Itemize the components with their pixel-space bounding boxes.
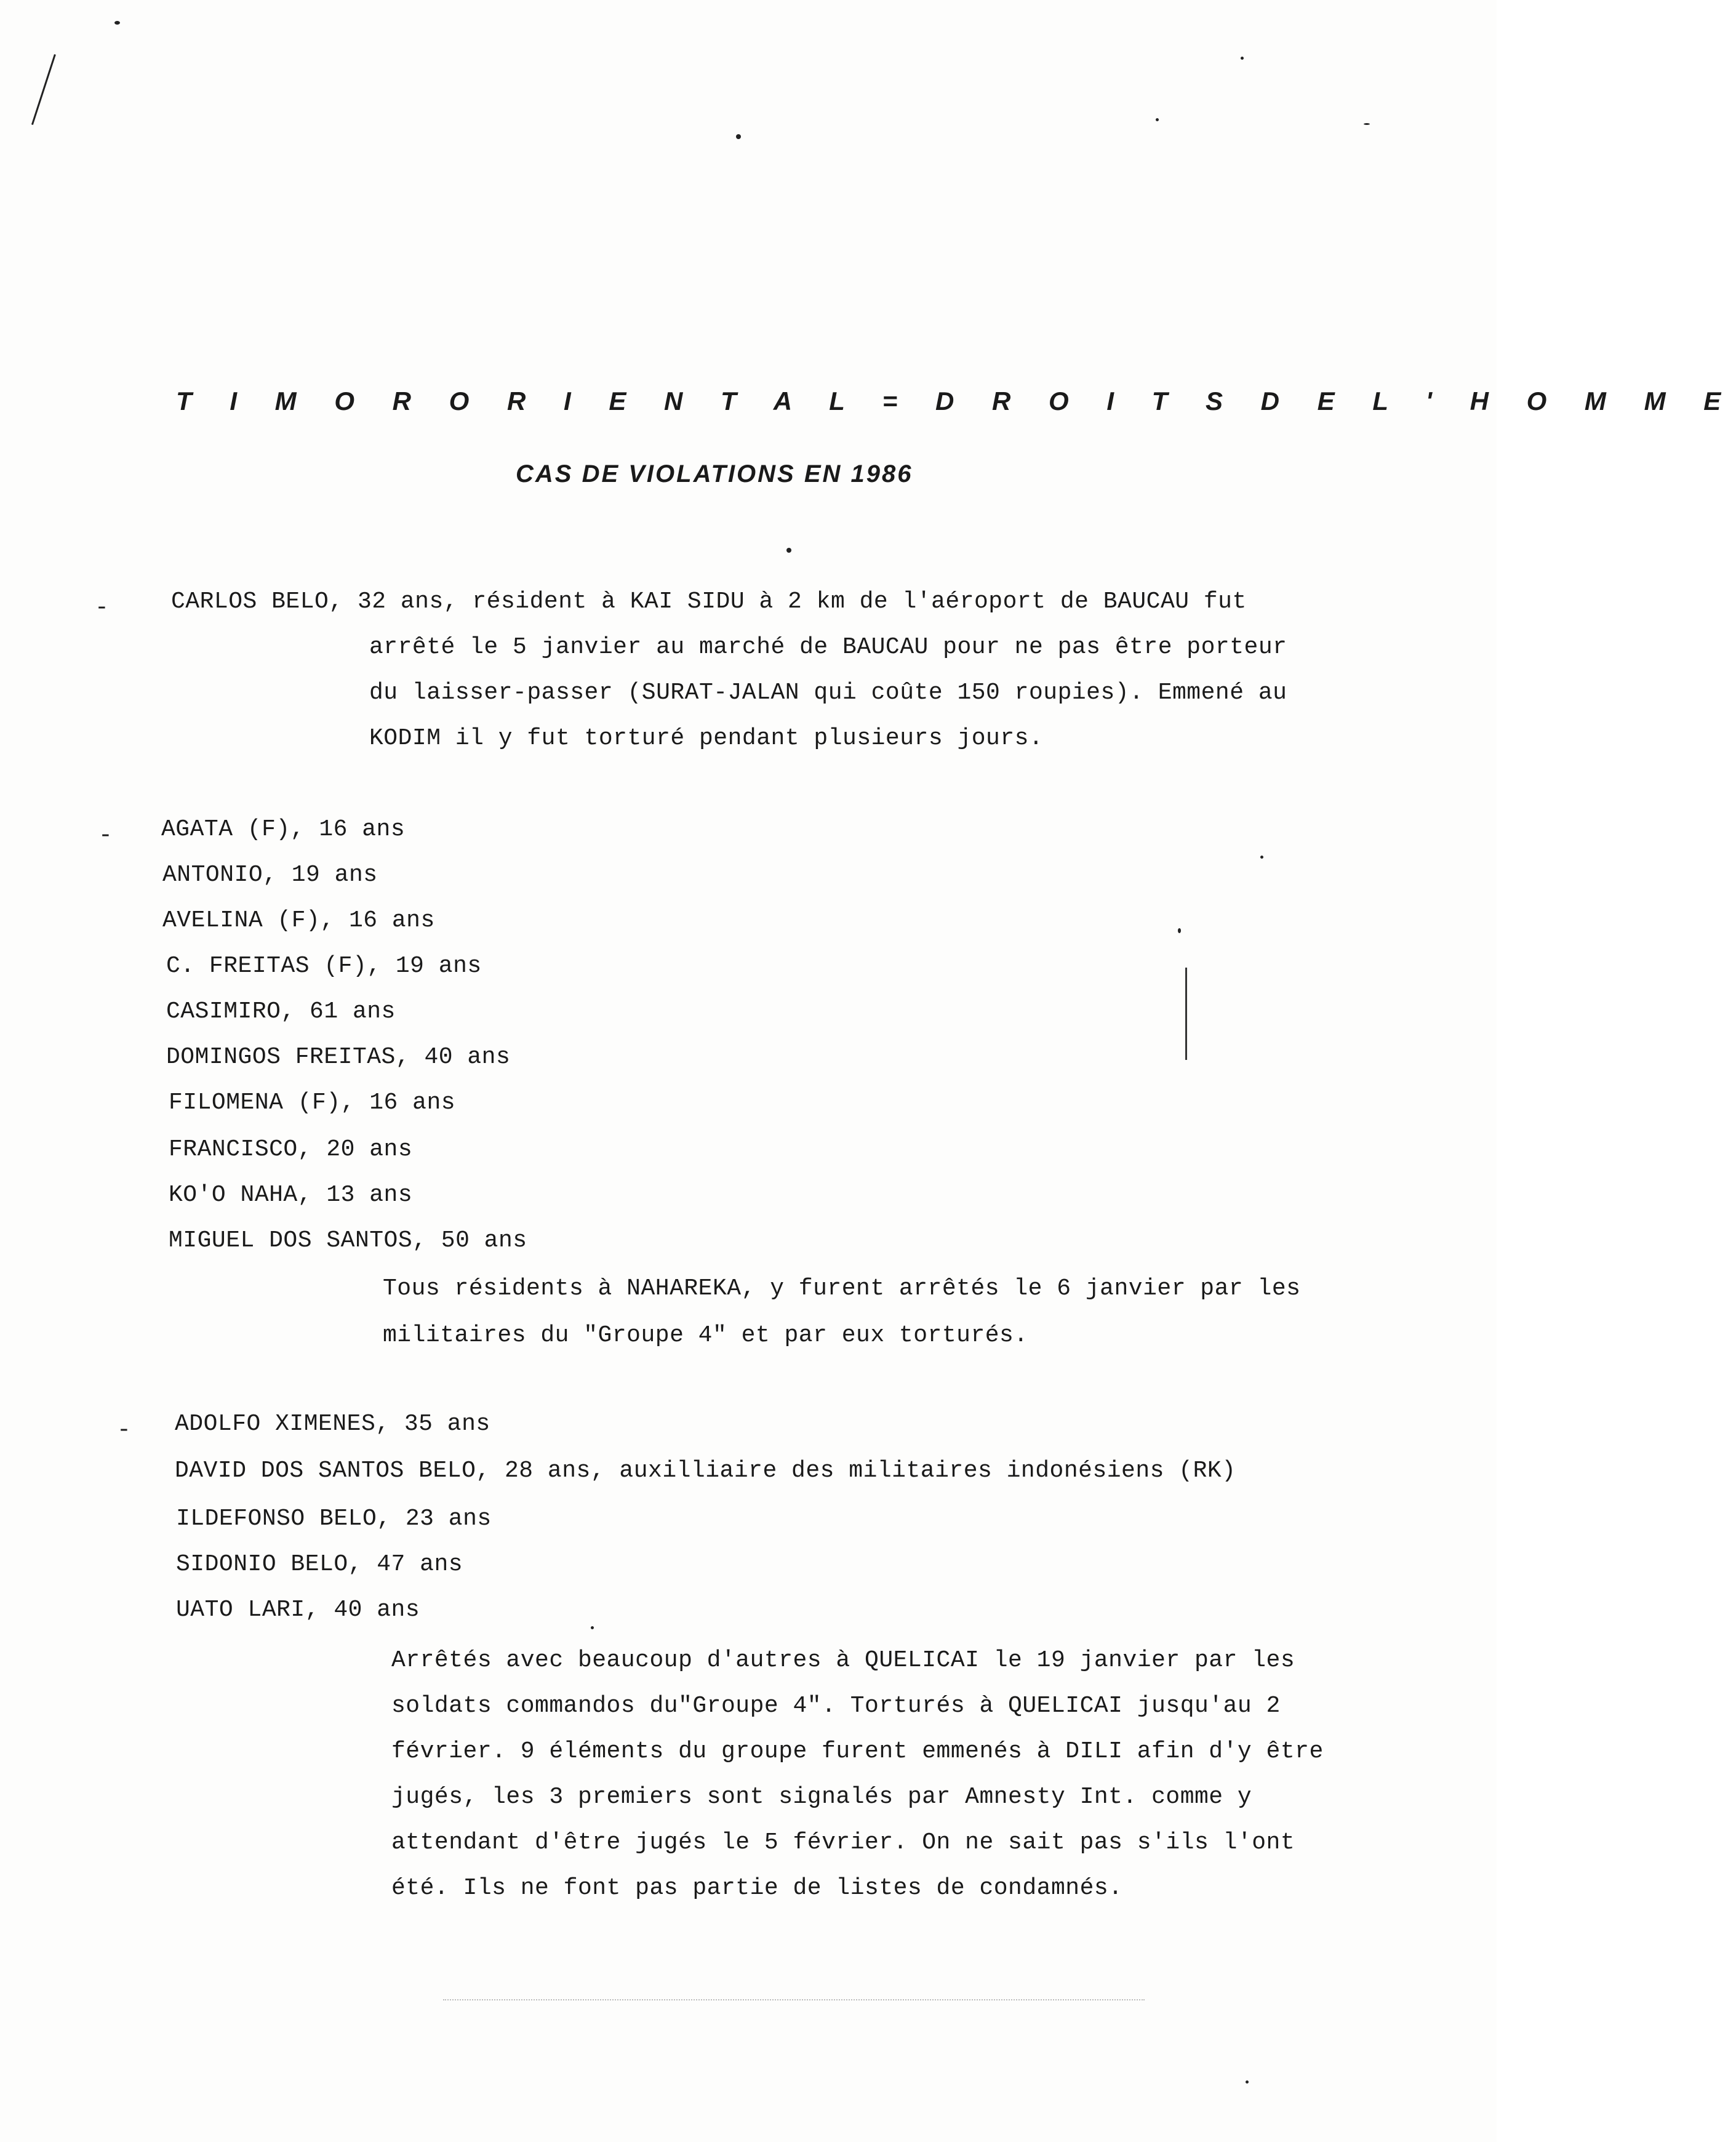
- person-entry: KO'O NAHA, 13 ans: [169, 1182, 413, 1208]
- person-entry: C. FREITAS (F), 19 ans: [166, 953, 482, 979]
- scan-speck: [786, 548, 791, 553]
- scan-speck: [114, 21, 120, 25]
- person-entry: AVELINA (F), 16 ans: [162, 907, 435, 934]
- section1-line: CARLOS BELO, 32 ans, résident à KAI SIDU à 2 km de l'aéroport de BAUCAU fut: [171, 588, 1247, 615]
- person-entry: DAVID DOS SANTOS BELO, 28 ans, auxilliaire des militaires indonésiens (RK): [175, 1458, 1236, 1484]
- scan-speck: [1246, 2080, 1249, 2084]
- person-entry: AGATA (F), 16 ans: [161, 816, 406, 843]
- person-entry: FRANCISCO, 20 ans: [169, 1136, 413, 1163]
- person-entry: SIDONIO BELO, 47 ans: [176, 1551, 463, 1578]
- section3-note-line: attendant d'être jugés le 5 février. On ne sait pas s'ils l'ont: [391, 1829, 1295, 1856]
- section3-note-line: février. 9 éléments du groupe furent emmenés à DILI afin d'y être: [391, 1738, 1324, 1765]
- list-bullet-dash: -: [117, 1417, 131, 1443]
- person-entry: CASIMIRO, 61 ans: [166, 998, 396, 1025]
- list-bullet-dash: -: [98, 822, 113, 849]
- section1-line: du laisser-passer (SURAT-JALAN qui coûte 150 roupies). Emmené au: [369, 680, 1287, 706]
- bottom-dotted-artifact: [443, 1999, 1145, 2002]
- person-entry: DOMINGOS FREITAS, 40 ans: [166, 1044, 511, 1070]
- person-entry: ANTONIO, 19 ans: [162, 862, 378, 888]
- person-entry: UATO LARI, 40 ans: [176, 1597, 420, 1623]
- scan-speck: [591, 1626, 594, 1629]
- person-entry: ADOLFO XIMENES, 35 ans: [175, 1411, 490, 1437]
- document-subtitle: CAS DE VIOLATIONS EN 1986: [516, 460, 913, 487]
- section3-note-line: jugés, les 3 premiers sont signalés par Amnesty Int. comme y: [391, 1784, 1252, 1810]
- section1-line: arrêté le 5 janvier au marché de BAUCAU pour ne pas être porteur: [369, 634, 1287, 660]
- section3-note-line: Arrêtés avec beaucoup d'autres à QUELICAI le 19 janvier par les: [391, 1647, 1295, 1674]
- person-entry: MIGUEL DOS SANTOS, 50 ans: [169, 1227, 527, 1254]
- section2-note-line: Tous résidents à NAHAREKA, y furent arrêtés le 6 janvier par les: [383, 1275, 1301, 1302]
- person-entry: ILDEFONSO BELO, 23 ans: [176, 1506, 492, 1532]
- person-entry: FILOMENA (F), 16 ans: [169, 1089, 456, 1116]
- scan-speck: [736, 134, 741, 139]
- scan-speck: [1178, 928, 1181, 933]
- scan-speck: [1260, 856, 1263, 859]
- section2-note-line: militaires du "Groupe 4" et par eux torturés.: [383, 1322, 1028, 1349]
- list-bullet-dash: -: [95, 595, 109, 621]
- pen-stroke-mark: [31, 54, 56, 125]
- document-title: T I M O R O R I E N T A L = D R O I T S D E L ' H O M M E: [176, 387, 1736, 415]
- section3-note-line: été. Ils ne font pas partie de listes de condamnés.: [391, 1875, 1123, 1901]
- scan-speck: [1364, 123, 1370, 125]
- scan-speck: [1156, 118, 1159, 121]
- scan-speck: [1241, 57, 1244, 60]
- section1-line: KODIM il y fut torturé pendant plusieurs jours.: [369, 725, 1044, 752]
- section3-note-line: soldats commandos du"Groupe 4". Torturés à QUELICAI jusqu'au 2: [391, 1693, 1281, 1719]
- margin-mark: [1185, 968, 1187, 1060]
